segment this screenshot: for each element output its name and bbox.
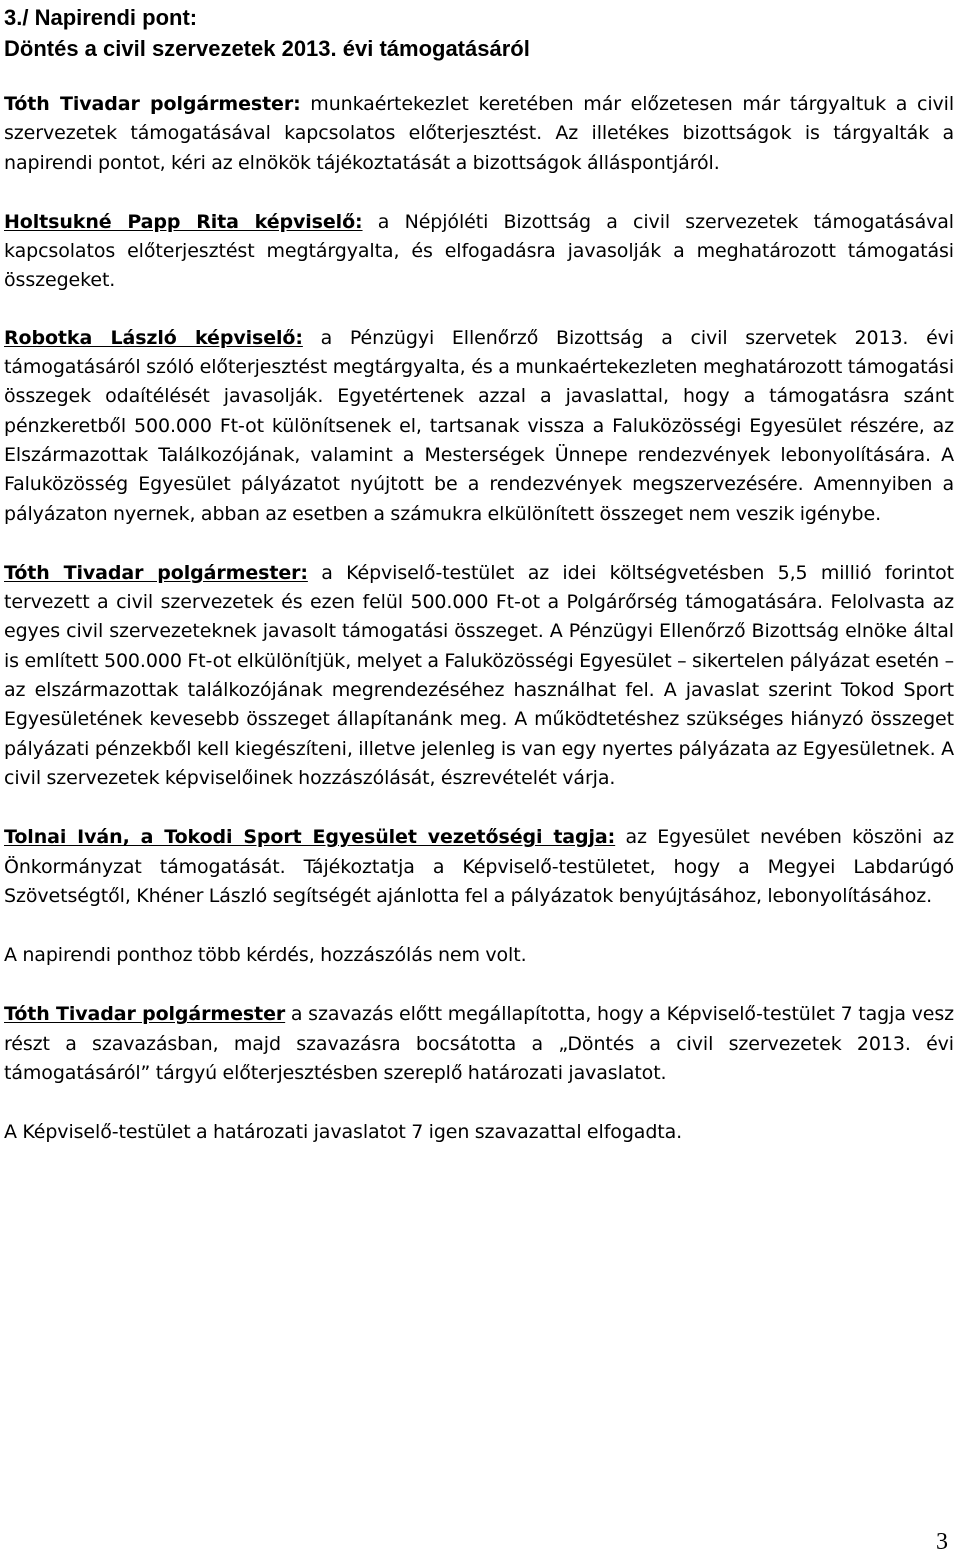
speaker-name: Robotka László képviselő: xyxy=(4,326,303,349)
speaker-name: Tóth Tivadar polgármester: xyxy=(4,561,308,584)
speaker-name: Tolnai Iván, a Tokodi Sport Egyesület vezetőségi tagja: xyxy=(4,826,616,849)
paragraph-text: A napirendi ponthoz több kérdés, hozzászólás nem volt. xyxy=(4,944,527,967)
speaker-name: Tóth Tivadar polgármester: xyxy=(4,93,301,115)
paragraph-text: a Képviselő-testület az idei költségvetésben 5,5 millió forintot tervezett a civil szervezetek és ezen felül 500.000 Ft-ot a Polgárőrség támogatására. Felolvasta az egyes civil szervezeteknek javasolt támogatási összeget. A Pénzügyi Ellenőrző Bizottság elnöke által is említett 500.000 Ft-ot elkülönítjük, melyet a Faluközösségi Egyesület – sikertelen pályázat esetén – az elszármazottak találkozójának megrendezéséhez használhat fel. A javaslat szerint Tokod Sport Egyesületének kevesebb összeget állapítanánk meg. A működtetéshez szükséges hiányzó összeget pályázati pénzekből kell kiegészíteni, illetve jelenleg is van egy nyertes pályázata az Egyesületnek. A civil szervezetek képviselőinek hozzászólását, észrevételét várja. xyxy=(4,561,954,789)
agenda-heading-number: 3./ Napirendi pont: xyxy=(4,5,198,30)
paragraph-no-questions xyxy=(4,941,954,970)
paragraph-text: a Pénzügyi Ellenőrző Bizottság a civil szervetek 2013. évi támogatásáról szóló előterjesztést megtárgyalta, és a munkaértekezleten meghatározott támogatási összegek odaítélését javasolják. Egyetértenek azzal a javaslattal, hogy a támogatásra szánt pénzkeretből 500.000 Ft-ot különítsenek el, tartsanak vissza a Faluközösségi Egyesület részére, az Elszármazottak Találkozójának, valamint a Mesterségek Ünnepe rendezvények lebonyolítására. A Faluközösség Egyesület pályázatot nyújtott be a rendezvények megszervezésére. Amennyiben a pályázaton nyernek, abban az esetben a számukra elkülönített összeget nem veszik igénybe. xyxy=(4,326,954,525)
page-number: 3 xyxy=(936,1529,948,1555)
paragraph-mayor-vote xyxy=(4,1000,954,1088)
paragraph-resolution xyxy=(4,1118,954,1147)
paragraph-holtsukne xyxy=(4,208,954,296)
paragraph-mayor-budget xyxy=(4,559,954,793)
paragraph-tolnai xyxy=(4,823,954,911)
speaker-name: Holtsukné Papp Rita képviselő: xyxy=(4,210,363,233)
agenda-heading xyxy=(4,2,954,64)
paragraph-robotka xyxy=(4,324,954,529)
paragraph-text: A Képviselő-testület a határozati javaslatot 7 igen szavazattal elfogadta. xyxy=(4,1121,683,1144)
paragraph-text: a Népjóléti Bizottság a civil szervezetek támogatásával kapcsolatos előterjesztést megtárgyalta, és elfogadásra javasolják a meghatározott támogatási összegeket. xyxy=(4,210,954,292)
paragraph-text: az Egyesület nevében köszöni az Önkormányzat támogatását. Tájékoztatja a Képviselő-testületet, hogy a Megyei Labdarúgó Szövetségtől, Khéner László segítségét ajánlotta fel a pályázatok benyújtásához, lebonyolításához. xyxy=(4,826,954,907)
paragraph-mayor-intro xyxy=(4,90,954,178)
paragraph-text: a szavazás előtt megállapította, hogy a Képviselő-testület 7 tagja vesz részt a szavazásban, majd szavazásra bocsátotta a „Döntés a civil szervezetek 2013. évi támogatásáról” tárgyú előterjesztésben szereplő határozati javaslatot. xyxy=(4,1003,954,1085)
paragraph-text: munkaértekezlet keretében már előzetesen már tárgyaltuk a civil szervezetek támogatásával kapcsolatos előterjesztést. Az illetékes bizottságok is tárgyalták a napirendi pontot, kéri az elnökök tájékoztatását a bizottságok álláspontjáról. xyxy=(4,93,954,174)
agenda-heading-title: Döntés a civil szervezetek 2013. évi támogatásáról xyxy=(4,36,530,61)
speaker-name: Tóth Tivadar polgármester xyxy=(4,1003,286,1026)
